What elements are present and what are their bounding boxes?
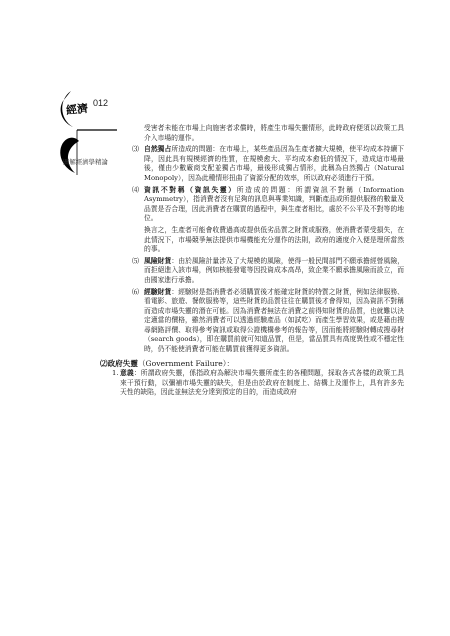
item-text: 所造成的問題：在市場上，某些產品因為生產者擴大規模，使平均成本持續下降，因此具有規模經濟的性質，在規模愈大、平均成本愈低的情況下，造成這市場最後，僅由少數廠商支配並獨占市場，最後形成獨占情形，此稱為自然獨占（Natural Monopoly），因為此種情形扭曲了資源分配的效率，所以政府必須進行干預。: [144, 145, 405, 182]
item-number: ⑸: [132, 256, 139, 265]
page-body: [100, 124, 405, 398]
section-number: ⑵: [100, 358, 108, 368]
logo-crescent: [60, 138, 79, 173]
section-item-paragraph: [120, 369, 404, 398]
item-risk-goods: [132, 256, 405, 286]
header-subtitle: 圖解經濟學精論: [63, 158, 108, 166]
item-text: ：由於風險計量涉及了大規模的風險，使得一般民間部門不願承擔經營風險，而拒絕進入該市場，例如核能發電等因投資成本高昂，致企業不願承擔風險而設立，而由國家進行承擔。: [144, 256, 405, 284]
item-information-asymmetry: [132, 185, 405, 255]
item-title: 資訊不對稱（資訊失靈）: [144, 185, 237, 194]
section-item-number: 1.: [112, 369, 119, 378]
item-experience-goods: [132, 287, 405, 355]
intro-paragraph: 受害者未能在市場上向施害者求償時，將產生市場失靈情形，此時政府便須以政策工具介入市場的運作。: [144, 124, 404, 142]
item-number: ⑷: [132, 185, 139, 194]
item-paragraph: [144, 288, 404, 355]
item-title: 風險財貨: [144, 256, 172, 265]
section-item-title: 意義: [120, 369, 134, 378]
item-text: 所造成的問題：所謂資訊不對稱（Information Asymmetry），指消費者沒有足夠的訊息與專業知識，判斷產品或所提供服務的數量及品質是否合理，因此消費者在購買的過程中，與生產者相比，處於不公平及不對等的地位。: [144, 185, 405, 223]
section-title: 政府失靈: [107, 358, 138, 368]
section-item-meaning: [112, 369, 405, 398]
item-extra-paragraph: 換言之，生產者可能會收費過高或提供低劣品質之財貨或服務，使消費者蒙受損失，在此情況下，市場競爭無法提供市場機能充分運作的法則，政府的適度介入便是理所當然的事。: [144, 225, 404, 254]
item-natural-monopoly: [132, 145, 405, 183]
item-title: 自然獨占: [144, 145, 172, 154]
section-heading-government-failure: [100, 359, 404, 369]
item-title: 經驗財貨: [144, 287, 172, 296]
section-latin-term: （Government Failure）：: [137, 358, 235, 368]
page-number: 012: [93, 98, 109, 108]
item-paragraph: [144, 186, 404, 224]
section-item-text: ：所謂政府失靈，係指政府為解決市場失靈所產生的各種問題，採取各式各樣的政策工具來干預行動，以彌補市場失靈的缺失，但是由於政府在制度上、結構上及運作上，具有許多先天性的缺陷，因此並無法充分達到預定的目的，而造成政府: [120, 369, 405, 397]
item-number: ⑶: [132, 145, 139, 154]
header-title: 經濟: [65, 101, 89, 118]
item-paragraph: [144, 145, 404, 183]
item-paragraph: [144, 257, 404, 286]
item-text: ：經驗財是指消費者必須購買後才能確定財貨的特質之財貨，例如法律服務、看電影、旅遊、餐飲服務等，這些財貨的品質往往在購買後才會得知，因為資訊不對稱而造成市場失靈的潛在可能。因為消費者無法在消費之前得知財貨的品質，也就難以決定適當的價格，雖然消費者可以透過經驗產品（如試吃）而產生學習效果，或是藉由搜尋網路評價、取得參考資訊或取得公證機構參考的報告等，因而能將經驗財轉成搜尋財（search goods），即在購買前就可知道品質，但是，當品質具有高度異性或不穩定性時，仍不能使消費者可能在購買前獲得更多資訊。: [144, 287, 405, 354]
item-number: ⑹: [132, 287, 139, 296]
